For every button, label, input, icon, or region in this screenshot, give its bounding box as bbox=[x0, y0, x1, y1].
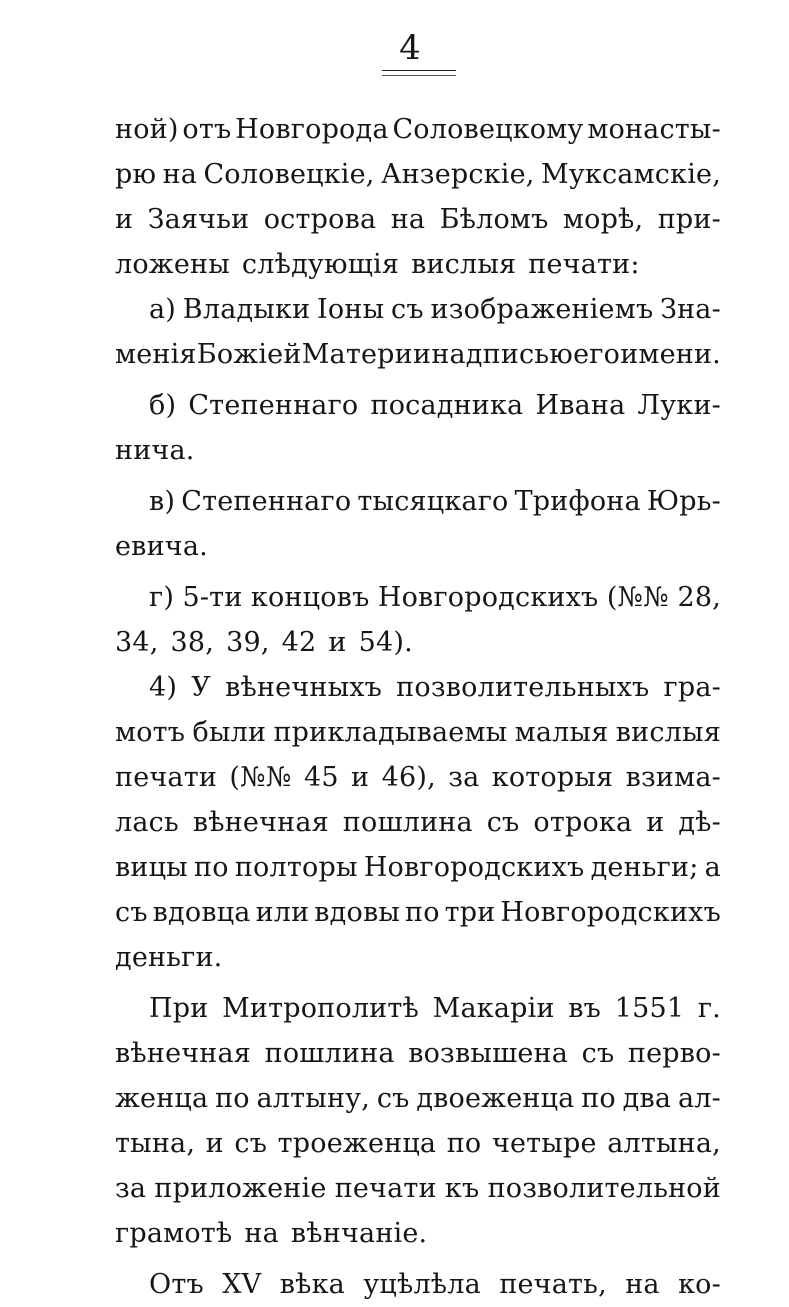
word: вѣнчаніе. bbox=[290, 1218, 428, 1249]
word: Митрополитѣ bbox=[222, 993, 419, 1024]
text-line bbox=[115, 986, 721, 1031]
word: 39, bbox=[226, 627, 270, 658]
header-rule-thin bbox=[382, 75, 456, 76]
word: посадника bbox=[370, 390, 524, 421]
word: а bbox=[704, 852, 721, 883]
word: Луки- bbox=[637, 390, 721, 421]
word: б) bbox=[149, 390, 177, 421]
word: на bbox=[625, 1269, 660, 1300]
word: и bbox=[646, 807, 665, 838]
word: на bbox=[390, 204, 426, 235]
word: и bbox=[205, 1128, 224, 1159]
text-line bbox=[115, 152, 721, 197]
word: Новгородскихъ bbox=[377, 582, 599, 613]
word: Юрь- bbox=[646, 486, 721, 517]
word: нича. bbox=[115, 435, 195, 466]
word: Зна- bbox=[660, 294, 721, 325]
text-line bbox=[115, 524, 721, 569]
word: ко- bbox=[678, 1269, 721, 1300]
word: Отъ bbox=[149, 1269, 204, 1300]
word: Степеннаго bbox=[188, 390, 359, 421]
page-number: 4 bbox=[399, 28, 421, 68]
word: евича. bbox=[115, 531, 208, 562]
text-line bbox=[115, 1262, 721, 1307]
word: в) bbox=[149, 486, 176, 517]
word: ал- bbox=[677, 1083, 721, 1114]
word: на bbox=[244, 1218, 279, 1249]
word: по bbox=[446, 1128, 482, 1159]
word: четыре bbox=[491, 1128, 597, 1159]
word: изображеніемъ bbox=[430, 294, 654, 325]
text-line bbox=[115, 845, 721, 890]
word: 42 bbox=[281, 627, 317, 658]
text-line bbox=[115, 107, 721, 152]
word: три bbox=[444, 897, 496, 928]
word: 34, bbox=[115, 627, 159, 658]
word: Новгорода bbox=[235, 114, 389, 145]
word: имени. bbox=[620, 339, 721, 370]
text-line bbox=[115, 197, 721, 242]
word: и bbox=[115, 204, 134, 235]
text-line bbox=[115, 935, 721, 980]
word: 5-ти bbox=[182, 582, 243, 613]
word: Трифона bbox=[514, 486, 641, 517]
word: его bbox=[573, 339, 621, 370]
word: 54). bbox=[358, 627, 413, 658]
word: надписью bbox=[431, 339, 573, 370]
word: позволительной bbox=[487, 1173, 721, 1204]
word: вдовы bbox=[314, 897, 401, 928]
word: уцѣлѣла bbox=[363, 1269, 481, 1300]
word: за bbox=[115, 1173, 147, 1204]
text-line bbox=[115, 1211, 721, 1256]
word: 46), bbox=[381, 762, 436, 793]
word: за bbox=[448, 762, 480, 793]
word: возвышена bbox=[408, 1038, 569, 1069]
word: Соловецкому bbox=[392, 114, 584, 145]
text-line bbox=[115, 1076, 721, 1121]
word: г) bbox=[149, 582, 175, 613]
text-line bbox=[115, 479, 721, 524]
body-text bbox=[115, 107, 721, 1307]
word: съ bbox=[234, 1128, 268, 1159]
text-line bbox=[115, 287, 721, 332]
text-line bbox=[115, 383, 721, 428]
word: троеженца bbox=[277, 1128, 437, 1159]
text-line bbox=[115, 800, 721, 845]
word: Іоны bbox=[317, 294, 385, 325]
word: печати bbox=[334, 1173, 437, 1204]
word: перво- bbox=[627, 1038, 721, 1069]
word: взима- bbox=[625, 762, 721, 793]
word: 45 bbox=[303, 762, 339, 793]
word: Матери bbox=[301, 339, 413, 370]
word: монасты- bbox=[587, 114, 721, 145]
word: Макаріи bbox=[432, 993, 555, 1024]
word: При bbox=[149, 993, 209, 1024]
word: съ bbox=[486, 807, 520, 838]
word: и bbox=[328, 627, 347, 658]
word: женца bbox=[115, 1083, 209, 1114]
word: печати bbox=[115, 762, 218, 793]
word: морѣ, bbox=[562, 204, 644, 235]
text-line bbox=[115, 1166, 721, 1211]
word: Муксамскіе, bbox=[540, 159, 721, 190]
word: слѣдующія bbox=[241, 249, 400, 280]
word: прикладываемы bbox=[273, 717, 508, 748]
word: печати: bbox=[528, 249, 640, 280]
word: острова bbox=[263, 204, 377, 235]
word: Новгородскихъ bbox=[363, 852, 585, 883]
word: съ bbox=[376, 1083, 410, 1114]
word: печать, bbox=[499, 1269, 607, 1300]
word: позволительныхъ bbox=[396, 672, 650, 703]
text-line bbox=[115, 890, 721, 935]
word: а) bbox=[149, 294, 177, 325]
text-line bbox=[115, 755, 721, 800]
word: вѣнечная bbox=[192, 807, 329, 838]
word: У bbox=[191, 672, 211, 703]
word: двоеженца bbox=[416, 1083, 575, 1114]
word: Бѣломъ bbox=[439, 204, 549, 235]
word: по bbox=[194, 852, 229, 883]
word: и bbox=[412, 339, 432, 370]
word: гра- bbox=[663, 672, 721, 703]
word: деньги. bbox=[115, 942, 223, 973]
word: и bbox=[351, 762, 370, 793]
word: 1551 bbox=[614, 993, 685, 1024]
word: пошлина bbox=[342, 807, 473, 838]
word: были bbox=[192, 717, 267, 748]
word: деньги; bbox=[590, 852, 699, 883]
word: концовъ bbox=[250, 582, 370, 613]
word: отрока bbox=[533, 807, 633, 838]
word: Соловецкіе, bbox=[203, 159, 375, 190]
word: мотъ bbox=[115, 717, 186, 748]
word: ной) bbox=[115, 114, 179, 145]
word: алтыну, bbox=[256, 1083, 371, 1114]
text-line bbox=[115, 242, 721, 287]
text-line bbox=[115, 575, 721, 620]
word: алтына, bbox=[607, 1128, 721, 1159]
word: на bbox=[162, 159, 198, 190]
word: по bbox=[215, 1083, 250, 1114]
word: съ bbox=[391, 294, 424, 325]
word: вѣнечныхъ bbox=[225, 672, 383, 703]
word: тына, bbox=[115, 1128, 196, 1159]
word: которыя bbox=[491, 762, 614, 793]
word: грамотѣ bbox=[115, 1218, 233, 1249]
word: по bbox=[581, 1083, 616, 1114]
word: дѣ- bbox=[678, 807, 721, 838]
word: Заячьи bbox=[147, 204, 250, 235]
text-line bbox=[115, 1121, 721, 1166]
word: ложены bbox=[115, 249, 230, 280]
word: приложеніе bbox=[154, 1173, 327, 1204]
word: вдовца bbox=[152, 897, 251, 928]
word: вѣнечная bbox=[115, 1038, 252, 1069]
word: отъ bbox=[182, 114, 232, 145]
word: пошлина bbox=[264, 1038, 395, 1069]
text-line bbox=[115, 428, 721, 473]
word: Божіей bbox=[196, 339, 302, 370]
word: къ bbox=[444, 1173, 480, 1204]
word: въ bbox=[568, 993, 602, 1024]
word: вѣка bbox=[279, 1269, 345, 1300]
header-rule bbox=[382, 70, 456, 71]
text-line bbox=[115, 1031, 721, 1076]
text-line bbox=[115, 665, 721, 710]
word: Ивана bbox=[535, 390, 626, 421]
word: г. bbox=[697, 993, 721, 1024]
word: 38, bbox=[170, 627, 215, 658]
word: при- bbox=[657, 204, 721, 235]
word: тысяцкаго bbox=[357, 486, 509, 517]
word: вицы bbox=[115, 852, 188, 883]
word: съ bbox=[581, 1038, 615, 1069]
word: съ bbox=[115, 897, 148, 928]
word: Новгородскихъ bbox=[500, 897, 721, 928]
text-line bbox=[115, 710, 721, 755]
word: Владыки bbox=[182, 294, 311, 325]
word: по bbox=[405, 897, 440, 928]
word: (№№ bbox=[229, 762, 292, 793]
word: 4) bbox=[149, 672, 178, 703]
word: 28, bbox=[677, 582, 721, 613]
word: полторы bbox=[234, 852, 358, 883]
word: Анзерскіе, bbox=[380, 159, 535, 190]
word: Степеннаго bbox=[181, 486, 352, 517]
word: (№№ bbox=[606, 582, 670, 613]
word: вислыя bbox=[615, 717, 721, 748]
word: рю bbox=[115, 159, 157, 190]
word: лась bbox=[115, 807, 179, 838]
word: малыя bbox=[514, 717, 609, 748]
word: XV bbox=[222, 1269, 262, 1300]
word: два bbox=[622, 1083, 672, 1114]
word: менія bbox=[115, 339, 197, 370]
word: вислыя bbox=[411, 249, 517, 280]
word: или bbox=[255, 897, 310, 928]
text-line bbox=[115, 332, 721, 377]
text-line bbox=[115, 620, 721, 665]
